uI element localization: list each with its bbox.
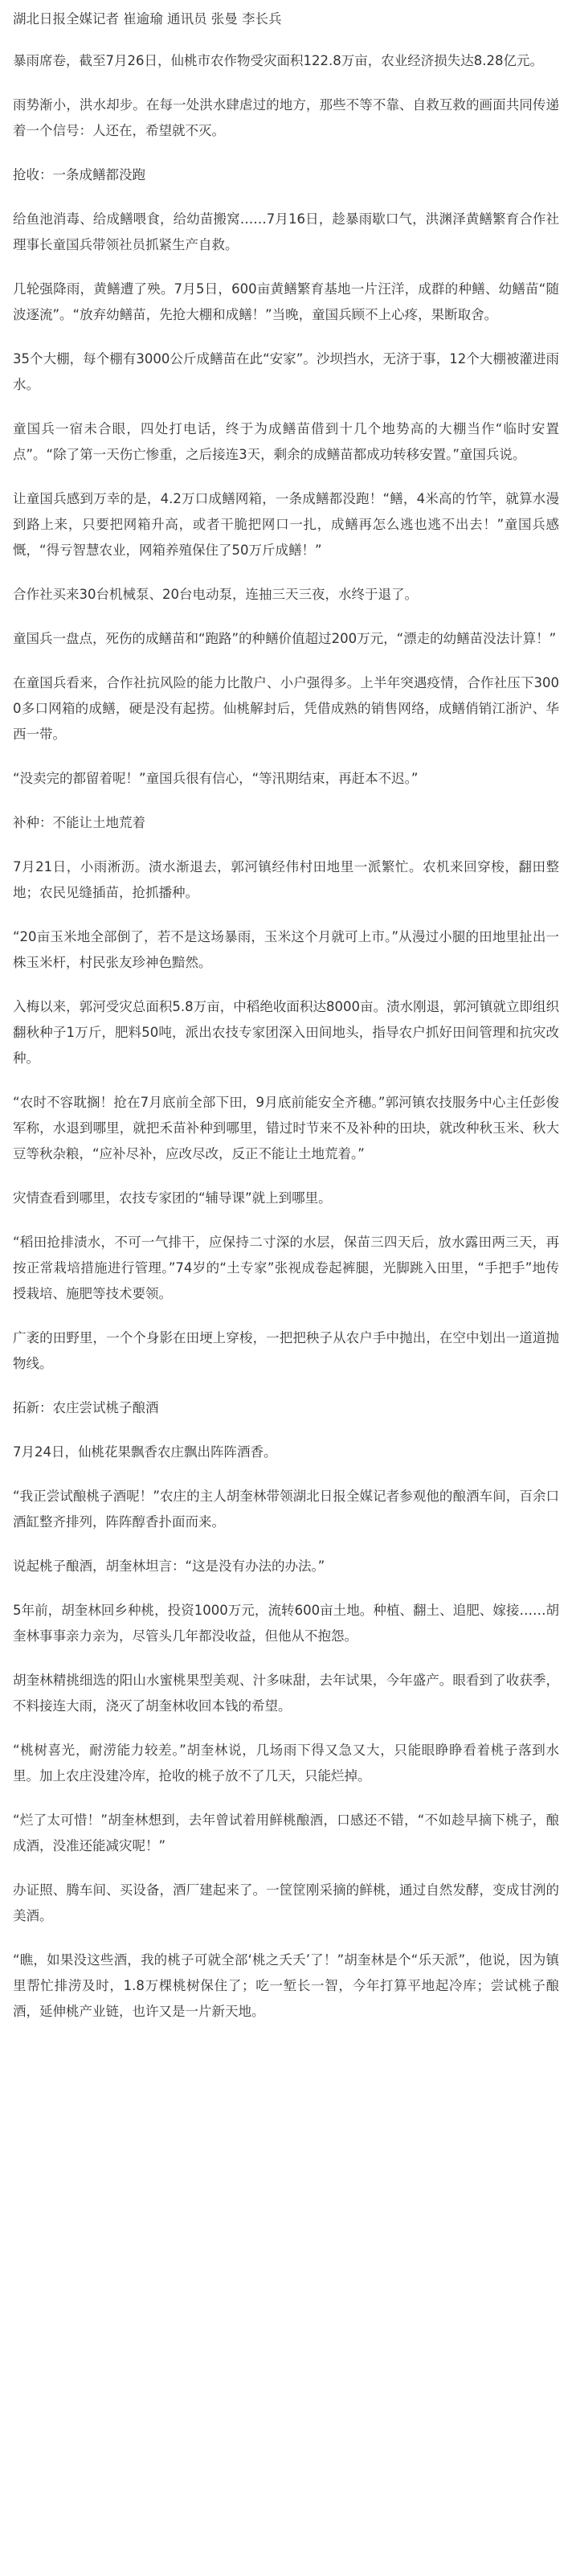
article-paragraph: 灾情查看到哪里，农技专家团的“辅导课”就上到哪里。 [13,1190,332,1206]
article-paragraph: “桃树喜光，耐涝能力较差。”胡奎林说，几场雨下得又急又大，只能眼睁睁看着桃子落到水里。加上农庄没建冷库，抢收的桃子放不了几天，只能烂掉。 [13,1743,559,1784]
article-paragraph: 说起桃子酿酒，胡奎林坦言：“这是没有办法的办法。” [13,1558,325,1574]
article-byline: 湖北日报全媒记者 崔逾瑜 通讯员 张曼 李长兵 [13,11,282,27]
article-paragraph: 雨势渐小，洪水却步。在每一处洪水肆虐过的地方，那些不等不靠、自救互救的画面共同传递着一个信号：人还在，希望就不灭。 [13,97,559,138]
article-paragraph: “我正尝试酿桃子酒呢！”农庄的主人胡奎林带领湖北日报全媒记者参观他的酿酒车间，百余口酒缸整齐排列，阵阵醇香扑面而来。 [13,1489,559,1530]
article-paragraph: “农时不容耽搁！抢在7月底前全部下田，9月底前能安全齐穗。”郭河镇农技服务中心主任彭俊军称，水退到哪里，就把禾苗补种到哪里，错过时节来不及补种的田块，就改种秋玉米、秋大豆等秋杂粮，“应补尽补，应改尽改，反正不能让土地荒着。” [13,1095,559,1161]
section-heading: 拓新：农庄尝试桃子酿酒 [13,1400,159,1415]
article-paragraph: 暴雨席卷，截至7月26日，仙桃市农作物受灾面积122.8万亩，农业经济损失达8.28亿元。 [13,53,543,68]
article-paragraph: 7月21日，小雨淅沥。渍水渐退去，郭河镇经伟村田地里一派繁忙。农机来回穿梭，翻田整地；农民见缝插苗，抢抓播种。 [13,859,559,900]
section-heading: 抢收：一条成鳝都没跑 [13,167,145,182]
article-paragraph: 胡奎林精挑细选的阳山水蜜桃果型美观、汁多味甜，去年试果，今年盛产。眼看到了收获季，不料接连大雨，浇灭了胡奎林收回本钱的希望。 [13,1673,559,1714]
article-paragraph: 童国兵一宿未合眼，四处打电话，终于为成鳝苗借到十几个地势高的大棚当作“临时安置点”。“除了第一天伤亡惨重，之后接连3天，剩余的成鳝苗都成功转移安置。”童国兵说。 [13,421,559,462]
article-paragraph: 5年前，胡奎林回乡种桃，投资1000万元，流转600亩土地。种植、翻土、追肥、嫁接……胡奎林事事亲力亲为，尽管头几年都没收益，但他从不抱怨。 [13,1603,559,1644]
article-paragraph: 广袤的田野里，一个个身影在田埂上穿梭，一把把秧子从农户手中抛出，在空中划出一道道抛物线。 [13,1330,559,1371]
article-paragraph: 给鱼池消毒、给成鳝喂食，给幼苗搬窝……7月16日，趁暴雨歇口气，洪渊泽黄鳝繁育合作社理事长童国兵带领社员抓紧生产自救。 [13,211,559,252]
article-paragraph: 几轮强降雨，黄鳝遭了殃。7月5日，600亩黄鳝繁育基地一片汪洋，成群的种鳝、幼鳝苗“随波逐流”。“放弃幼鳝苗，先抢大棚和成鳝！”当晚，童国兵顾不上心疼，果断取舍。 [13,281,559,322]
article-paragraph: 在童国兵看来，合作社抗风险的能力比散户、小户强得多。上半年突遇疫情，合作社压下3000多口网箱的成鳝，硬是没有起捞。仙桃解封后，凭借成熟的销售网络，成鳝俏销江浙沪、华西一带。 [13,675,559,742]
article-paragraph: 入梅以来，郭河受灾总面积5.8万亩，中稻绝收面积达8000亩。渍水刚退，郭河镇就立即组织翻秋种子1万斤，肥料50吨，派出农技专家团深入田间地头，指导农户抓好田间管理和抗灾改种。 [13,999,559,1066]
section-heading: 补种：不能让土地荒着 [13,815,145,830]
article-paragraph: 合作社买来30台机械泵、20台电动泵，连抽三天三夜，水终于退了。 [13,587,418,602]
article-paragraph: 童国兵一盘点，死伤的成鳝苗和“跑路”的种鳝价值超过200万元，“漂走的幼鳝苗没法计算！” [13,631,557,646]
article-paragraph: “瞧，如果没这些酒，我的桃子可就全部‘桃之夭夭’了！”胡奎林是个“乐天派”，他说，因为镇里帮忙排涝及时，1.8万棵桃树保住了；吃一堑长一智，今年打算平地起冷库；尝试桃子酿酒，延伸桃产业链，也许又是一片新天地。 [13,1952,559,2019]
article-paragraph: 35个大棚，每个棚有3000公斤成鳝苗在此“安家”。沙坝挡水，无济于事，12个大棚被灌进雨水。 [13,351,559,392]
article-paragraph: “烂了太可惜！”胡奎林想到，去年曾试着用鲜桃酿酒，口感还不错，“不如趁早摘下桃子，酿成酒，没准还能减灾呢！” [13,1812,559,1853]
article-paragraph: “稻田抢排渍水，不可一气排干，应保持二寸深的水层，保苗三四天后，放水露田两三天，再按正常栽培措施进行管理。”74岁的“土专家”张视成卷起裤腿，光脚跳入田里，“手把手”地传授栽培、施肥等技术要领。 [13,1235,559,1301]
article-paragraph: 让童国兵感到万幸的是，4.2万口成鳝网箱，一条成鳝都没跑！“鳝，4米高的竹竿，就算水漫到路上来，只要把网箱升高，或者干脆把网口一扎，成鳝再怎么逃也逃不出去！”童国兵感慨，“得亏智慧农业，网箱养殖保住了50万斤成鳝！” [13,491,559,558]
article-paragraph: 办证照、腾车间、买设备，酒厂建起来了。一筐筐刚采摘的鲜桃，通过自然发酵，变成甘洌的美酒。 [13,1882,559,1923]
article-paragraph: “20亩玉米地全部倒了，若不是这场暴雨，玉米这个月就可上市。”从漫过小腿的田地里扯出一株玉米杆，村民张友珍神色黯然。 [13,929,559,970]
article-paragraph: “没卖完的都留着呢！”童国兵很有信心，“等汛期结束，再赶本不迟。” [13,771,419,786]
article-paragraph: 7月24日，仙桃花果飘香农庄飘出阵阵酒香。 [13,1444,277,1460]
